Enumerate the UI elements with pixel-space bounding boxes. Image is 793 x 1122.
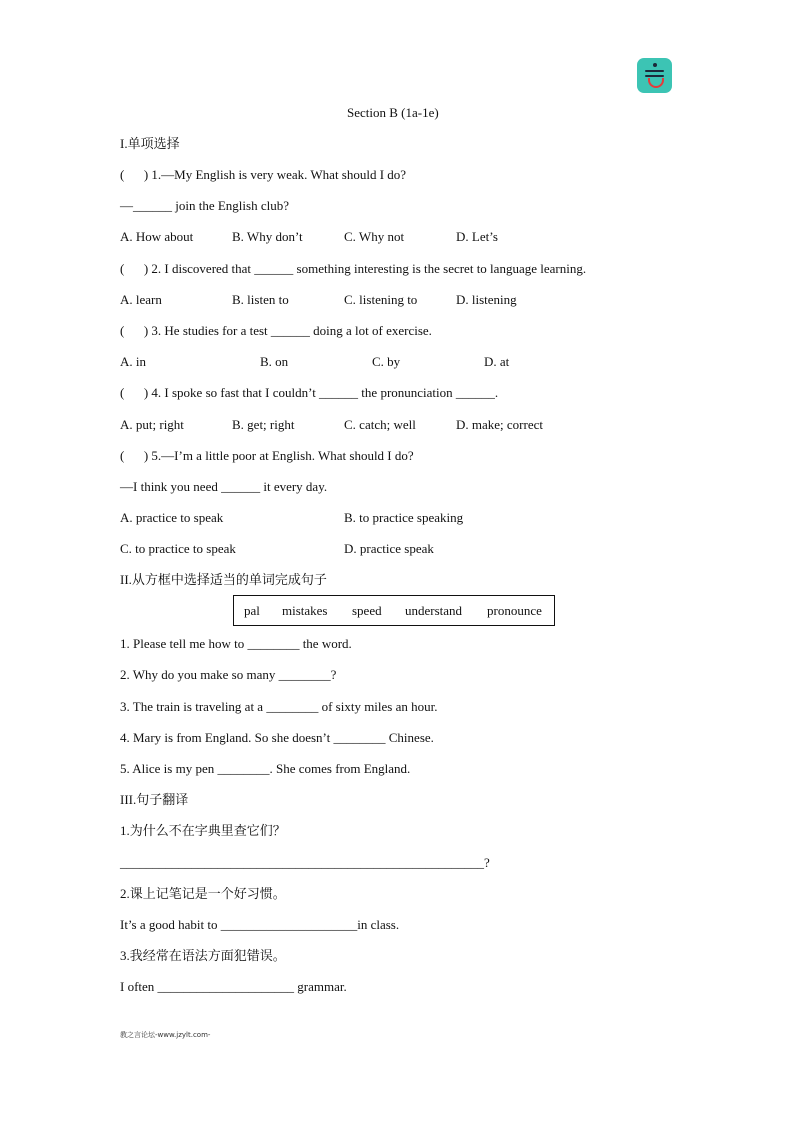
question-1-option-b: B. Why don’t: [232, 229, 303, 244]
question-2-stem: ( ) 2. I discovered that ______ something interesting is the secret to language learning.: [120, 261, 587, 276]
question-3-stem: ( ) 3. He studies for a test ______ doing a lot of exercise.: [120, 323, 432, 338]
question-1-option-a: A. How about: [120, 229, 194, 244]
question-2-option-c: C. listening to: [344, 292, 418, 307]
question-4-stem: ( ) 4. I spoke so fast that I couldn’t ______ the pronunciation ______.: [120, 385, 499, 400]
question-3-option-c: C. by: [372, 354, 401, 369]
translation-1-answer-line: ________________________________________________________?: [120, 855, 490, 870]
question-1-stem: ( ) 1.—My English is very weak. What should I do?: [120, 167, 407, 182]
question-5-stem: ( ) 5.—I’m a little poor at English. What should I do?: [120, 448, 414, 463]
question-4-option-d: D. make; correct: [456, 417, 543, 432]
fill-sentence-5: 5. Alice is my pen ________. She comes from England.: [120, 761, 411, 776]
question-3-option-a: A. in: [120, 354, 146, 369]
section-heading-1: I.单项选择: [120, 136, 180, 151]
question-5-option-d: D. practice speak: [344, 541, 434, 556]
translation-3-answer-line: I often _____________________ grammar.: [120, 979, 347, 994]
fill-sentence-3: 3. The train is traveling at a ________ of sixty miles an hour.: [120, 699, 438, 714]
question-1-reply: —______ join the English club?: [120, 198, 289, 213]
translation-2-chinese: 2.课上记笔记是一个好习惯。: [120, 886, 286, 901]
question-2-option-a: A. learn: [120, 292, 162, 307]
question-4-option-b: B. get; right: [232, 417, 295, 432]
fill-sentence-1: 1. Please tell me how to ________ the word.: [120, 636, 352, 651]
question-3-option-b: B. on: [260, 354, 289, 369]
page-title: Section B (1a-1e): [347, 105, 439, 120]
fill-sentence-4: 4. Mary is from England. So she doesn’t ________ Chinese.: [120, 730, 434, 745]
word-bank-item: pronounce: [487, 603, 542, 618]
translation-2-answer-line: It’s a good habit to _____________________in class.: [120, 917, 400, 932]
site-logo-icon: [637, 58, 672, 93]
word-bank-item: understand: [405, 603, 463, 618]
word-bank-item: pal: [244, 603, 260, 618]
translation-1-chinese: 1.为什么不在字典里查它们？: [120, 823, 286, 838]
page-footer: 教之言论坛-www.jzylt.com-: [120, 1031, 211, 1039]
question-2-option-d: D. listening: [456, 292, 517, 307]
section-heading-3: III.句子翻译: [120, 792, 189, 807]
question-1-option-d: D. Let’s: [456, 229, 498, 244]
section-heading-2: II.从方框中选择适当的单词完成句子: [120, 572, 327, 587]
question-2-option-b: B. listen to: [232, 292, 289, 307]
question-3-option-d: D. at: [484, 354, 510, 369]
word-bank-item: speed: [352, 603, 382, 618]
word-bank-item: mistakes: [282, 603, 328, 618]
question-5-reply: —I think you need ______ it every day.: [120, 479, 328, 494]
translation-3-chinese: 3.我经常在语法方面犯错误。: [120, 948, 286, 963]
question-5-option-b: B. to practice speaking: [344, 510, 464, 525]
question-4-option-a: A. put; right: [120, 417, 184, 432]
word-bank-box: [233, 595, 555, 626]
question-4-option-c: C. catch; well: [344, 417, 416, 432]
question-5-option-c: C. to practice to speak: [120, 541, 236, 556]
fill-sentence-2: 2. Why do you make so many ________?: [120, 667, 337, 682]
question-5-option-a: A. practice to speak: [120, 510, 224, 525]
question-1-option-c: C. Why not: [344, 229, 405, 244]
